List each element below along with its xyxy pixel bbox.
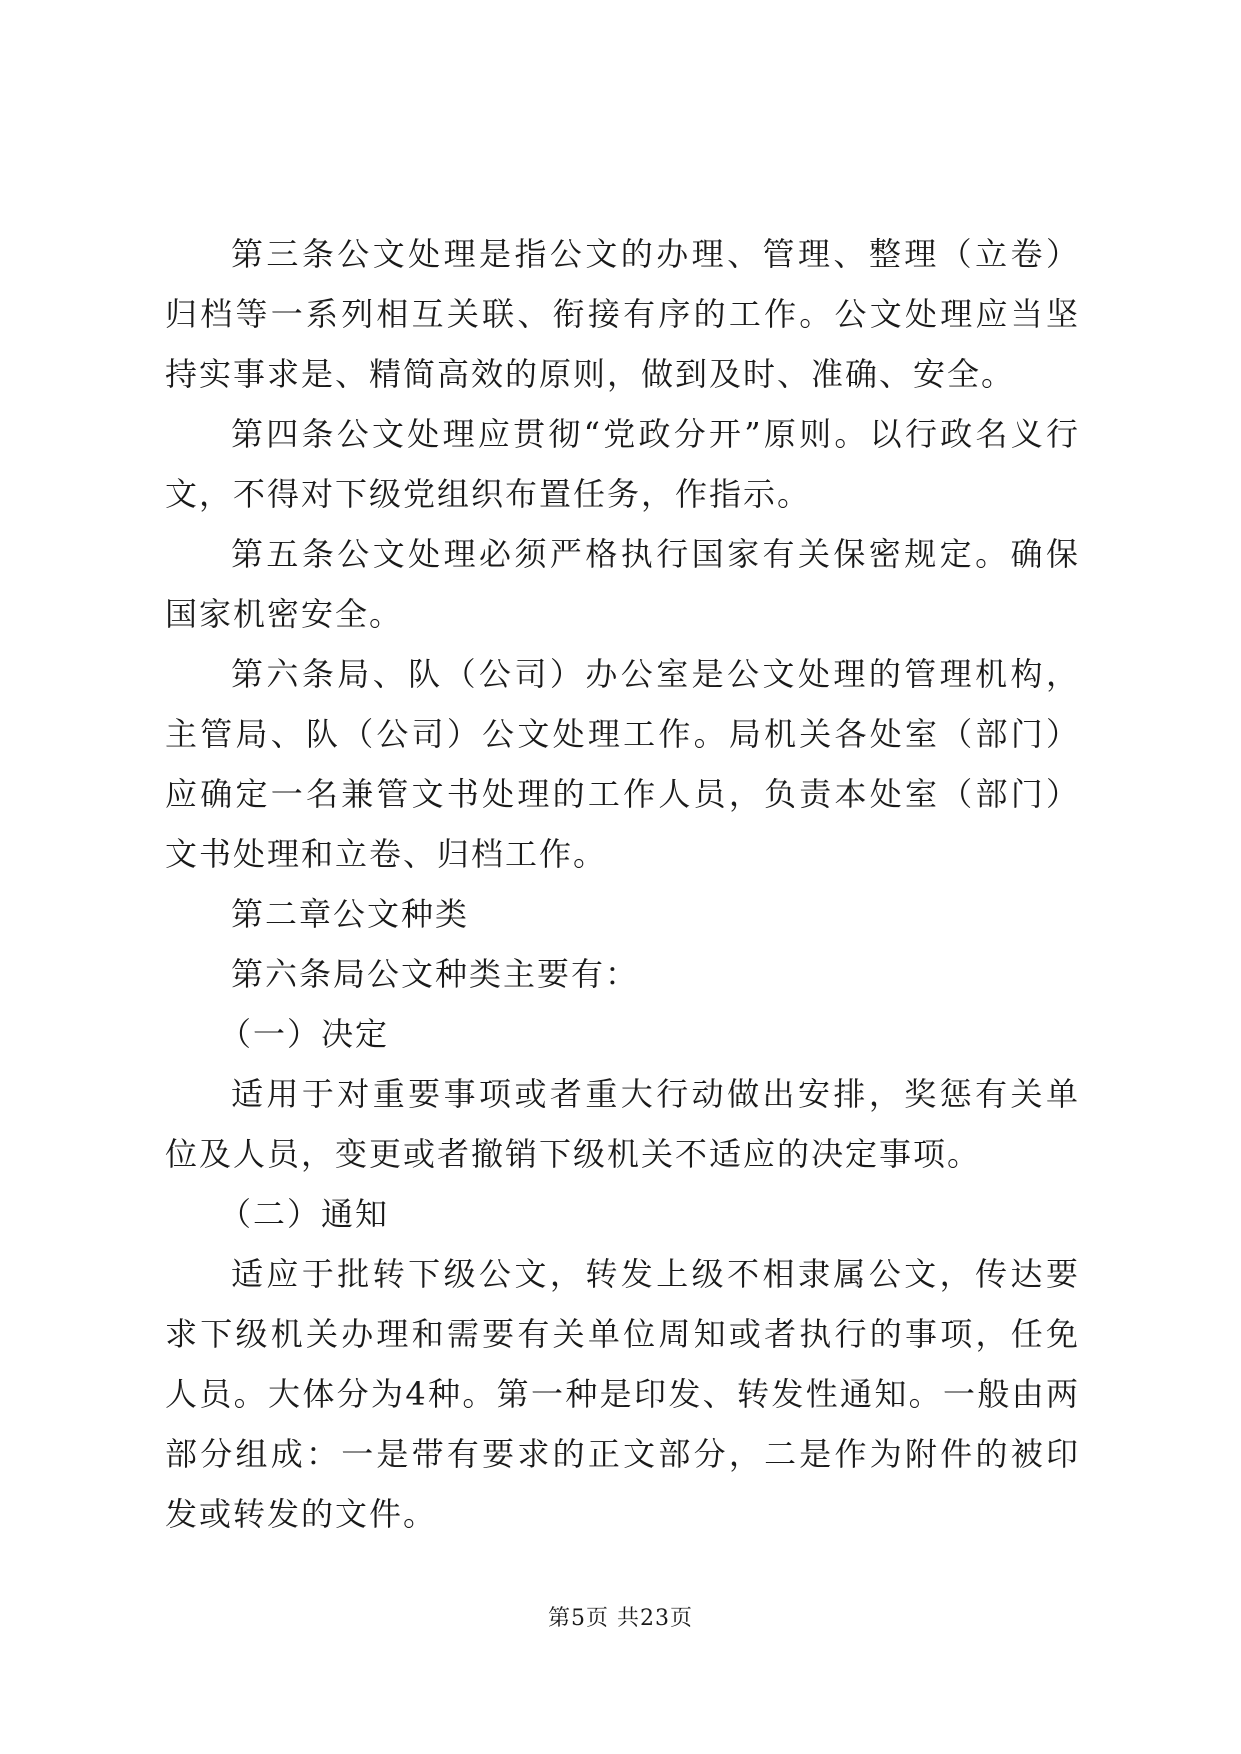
article-3-paragraph: 第三条公文处理是指公文的办理、管理、整理（立卷）归档等一系列相互关联、衔接有序的工作。公文处理应当坚持实事求是、精简高效的原则，做到及时、准确、安全。 (165, 235, 1080, 393)
item-1-paragraph: 适用于对重要事项或者重大行动做出安排，奖惩有关单位及人员，变更或者撤销下级机关不适应的决定事项。 (165, 1075, 1080, 1173)
item-2-paragraph: 适应于批转下级公文，转发上级不相隶属公文，传达要求下级机关办理和需要有关单位周知或者执行的事项，任免人员。大体分为4种。第一种是印发、转发性通知。一般由两部分组成：一是带有要求的正文部分，二是作为附件的被印发或转发的文件。 (165, 1255, 1080, 1533)
article-5-paragraph: 第五条公文处理必须严格执行国家有关保密规定。确保国家机密安全。 (165, 535, 1080, 633)
document-body (165, 224, 1080, 1544)
item-1-heading: （一）决定 (219, 1015, 390, 1053)
article-6-paragraph: 第六条局、队（公司）办公室是公文处理的管理机构，主管局、队（公司）公文处理工作。局机关各处室（部门）应确定一名兼管文书处理的工作人员，负责本处室（部门）文书处理和立卷、归档工作。 (165, 655, 1080, 873)
page-number-footer: 第5页 共23页 (548, 1606, 693, 1631)
article-4-paragraph: 第四条公文处理应贯彻“党政分开”原则。以行政名义行文，不得对下级党组织布置任务，作指示。 (165, 415, 1080, 513)
chapter-2-heading: 第二章公文种类 (231, 895, 470, 933)
item-2-heading: （二）通知 (219, 1195, 390, 1233)
article-6-types-intro: 第六条局公文种类主要有： (231, 955, 640, 993)
